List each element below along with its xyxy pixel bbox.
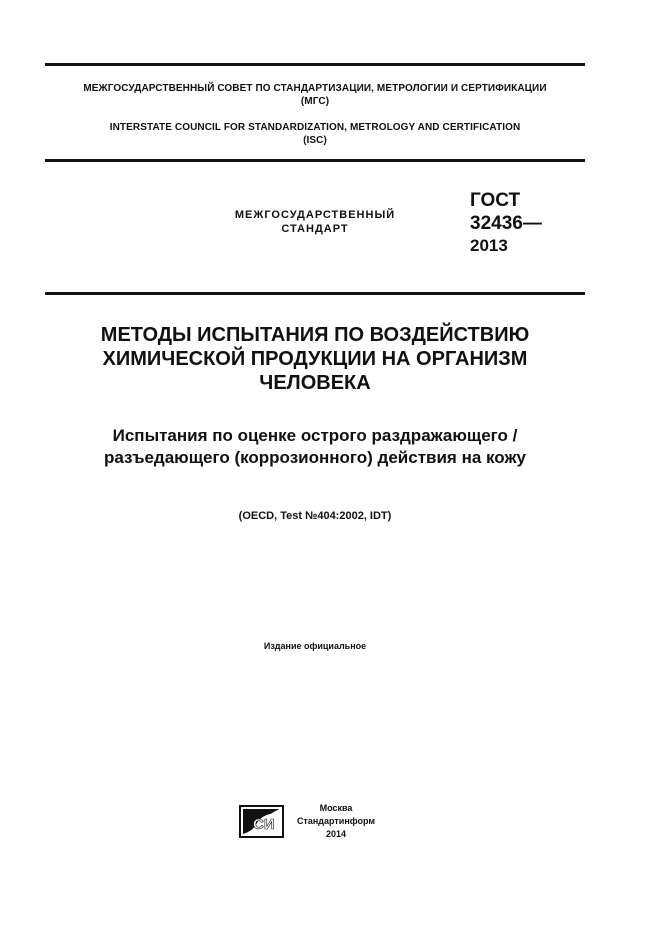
rule-lower xyxy=(45,292,585,295)
subtitle-line1: Испытания по оценке острого раздражающего / xyxy=(112,426,518,445)
publisher-year: 2014 xyxy=(325,829,347,839)
rule-top xyxy=(45,63,585,66)
standard-type xyxy=(205,208,425,236)
logo-graphic xyxy=(239,805,284,838)
council-abbr-ru: (МГС) xyxy=(300,96,330,107)
oecd-reference: (OECD, Test №404:2002, IDT) xyxy=(238,510,392,522)
gost-number: 32436— xyxy=(470,213,542,234)
council-abbr-en: (ISC) xyxy=(303,135,327,146)
council-name-ru-line: МЕЖГОСУДАРСТВЕННЫЙ СОВЕТ ПО СТАНДАРТИЗАЦИИ, МЕТРОЛОГИИ И СЕРТИФИКАЦИИ xyxy=(83,83,547,94)
gost-year: 2013 xyxy=(470,236,508,255)
rule-middle xyxy=(45,159,585,162)
standartinform-logo-icon xyxy=(239,805,284,838)
publisher-city: Москва xyxy=(319,803,353,813)
council-name-en-line: INTERSTATE COUNCIL FOR STANDARDIZATION, METROLOGY AND CERTIFICATION xyxy=(109,122,521,133)
publisher-block xyxy=(288,802,384,841)
gost-designation xyxy=(470,189,542,257)
subtitle-line2: разъедающего (коррозионного) действия на кожу xyxy=(104,448,526,467)
council-name-ru xyxy=(45,82,585,108)
standard-type-line2: СТАНДАРТ xyxy=(281,223,349,235)
publisher-name: Стандартинформ xyxy=(296,816,376,826)
standard-type-line1: МЕЖГОСУДАРСТВЕННЫЙ xyxy=(234,209,396,221)
title-line2: ХИМИЧЕСКОЙ ПРОДУКЦИИ НА ОРГАНИЗМ xyxy=(102,348,528,370)
gost-label: ГОСТ xyxy=(470,190,521,211)
title-line3: ЧЕЛОВЕКА xyxy=(259,372,371,394)
council-name-en xyxy=(45,121,585,147)
document-title xyxy=(45,323,585,395)
edition-note: Издание официальное xyxy=(263,641,367,651)
logo-letters: СИ xyxy=(253,816,275,833)
document-subtitle xyxy=(45,425,585,469)
title-line1: МЕТОДЫ ИСПЫТАНИЯ ПО ВОЗДЕЙСТВИЮ xyxy=(100,324,530,346)
